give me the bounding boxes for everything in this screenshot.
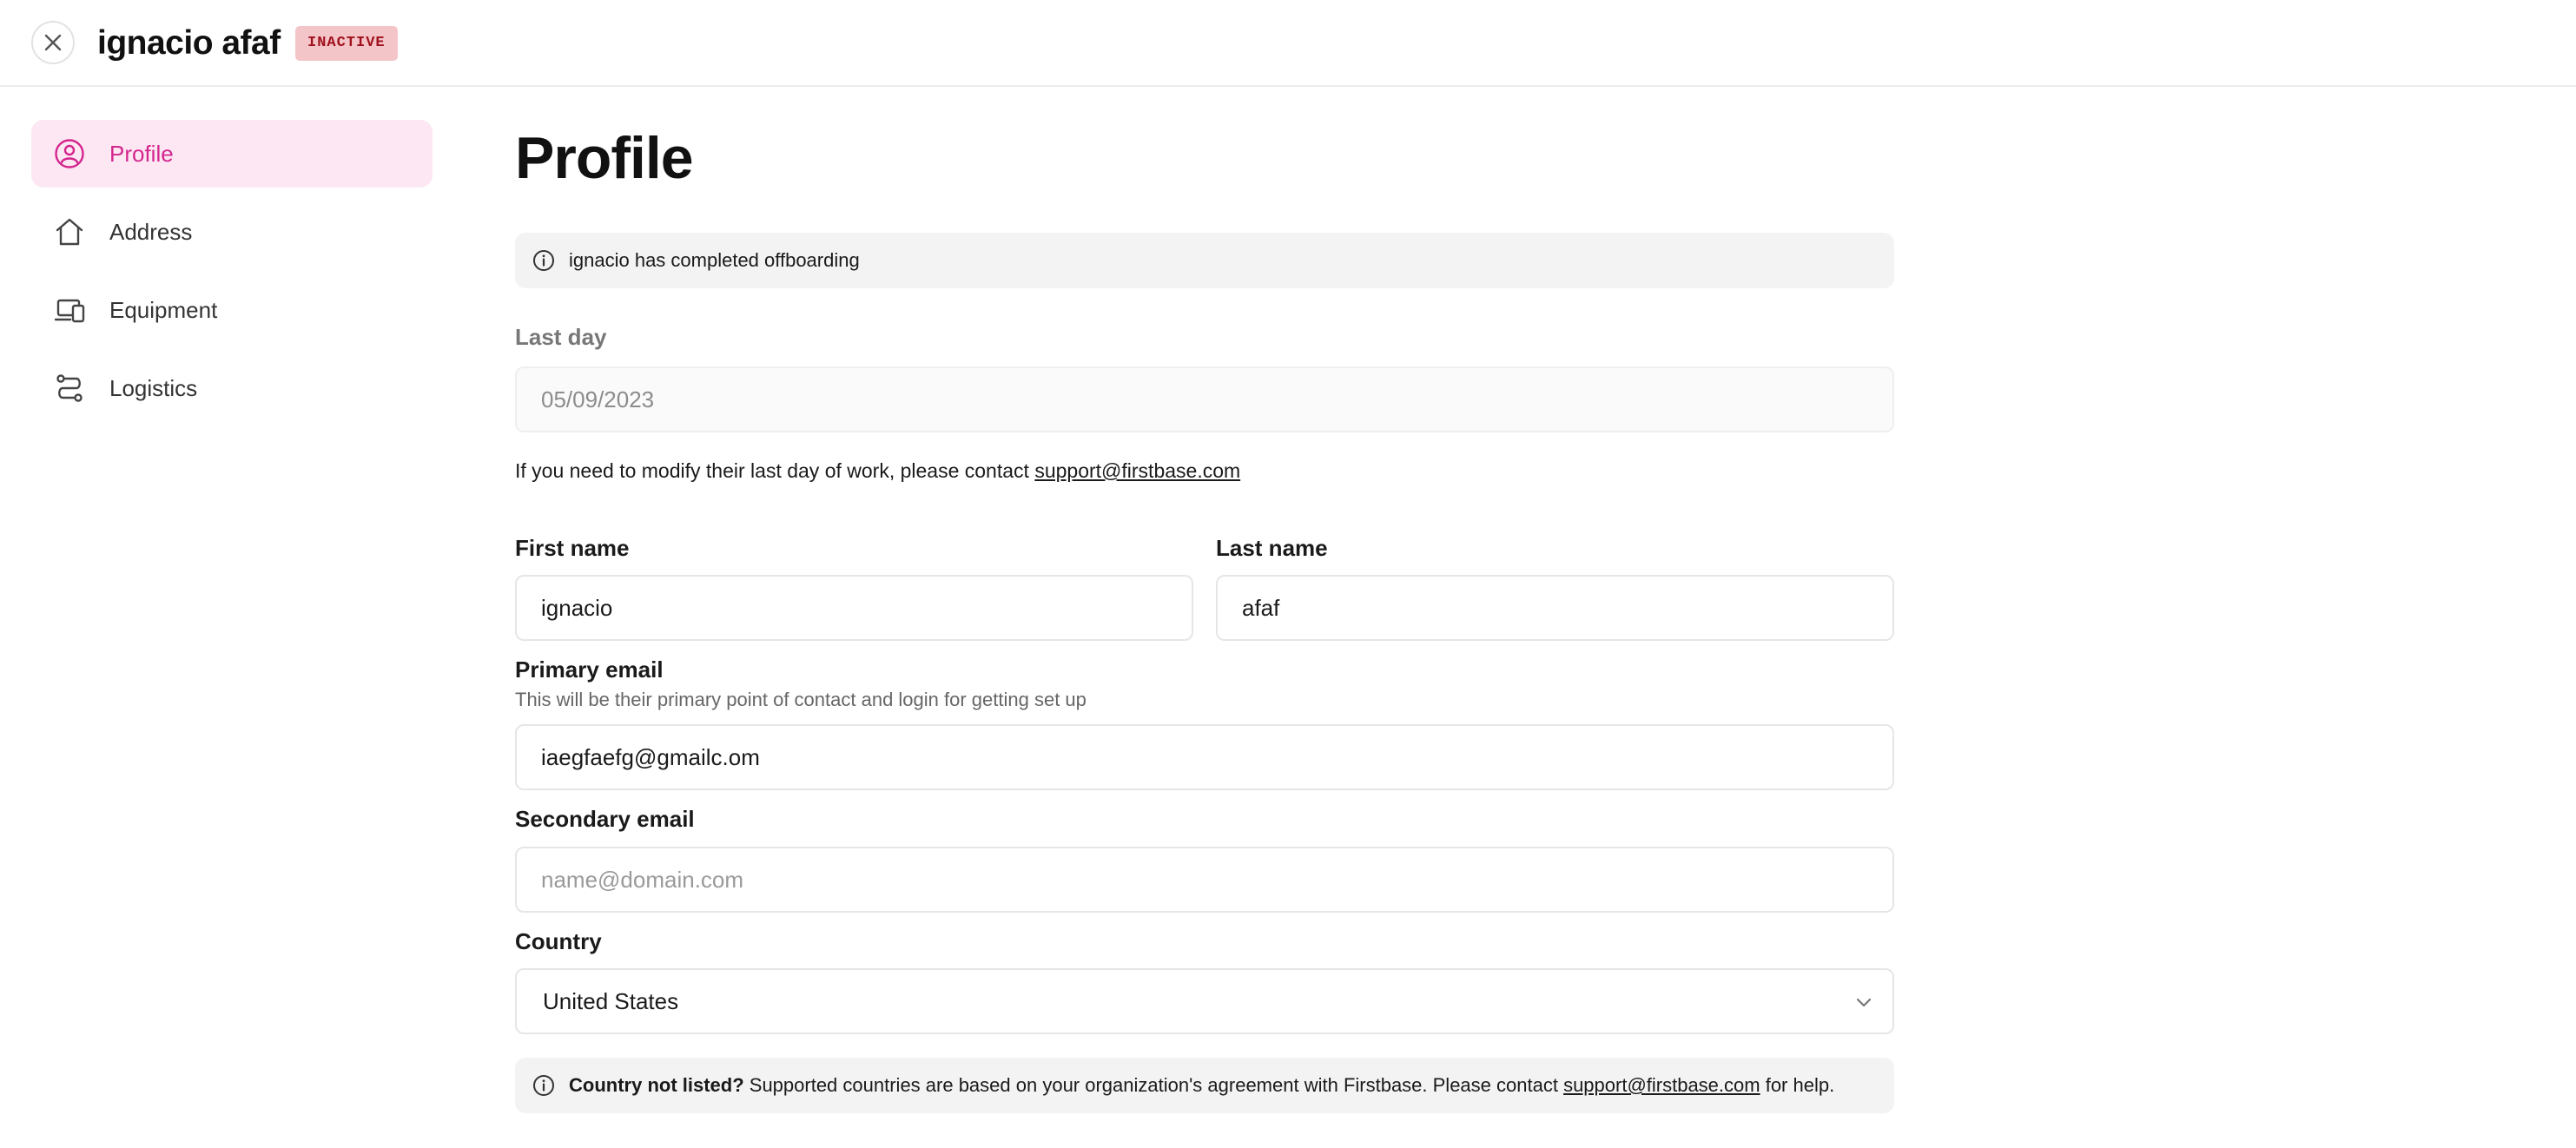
- page-title: Profile: [515, 125, 693, 191]
- country-select-value: United States: [543, 987, 679, 1014]
- country-notice-text: [569, 1074, 1834, 1097]
- sidebar-item-label: Address: [109, 218, 193, 245]
- country-label: Country: [515, 928, 602, 954]
- sidebar-item-label: Logistics: [109, 374, 198, 401]
- employee-name: ignacio afaf: [97, 24, 281, 62]
- last-day-label: Last day: [515, 324, 607, 350]
- sidebar-item-profile[interactable]: [31, 120, 433, 188]
- secondary-email-input[interactable]: [515, 847, 1894, 913]
- offboarding-notice: [515, 233, 1894, 288]
- secondary-email-label: Secondary email: [515, 806, 695, 832]
- last-name-input[interactable]: [1216, 575, 1894, 641]
- chevron-down-icon: [1854, 993, 1873, 1012]
- route-icon: [52, 371, 87, 406]
- primary-email-label: Primary email: [515, 656, 664, 683]
- close-button[interactable]: [31, 21, 75, 64]
- sidebar-item-logistics[interactable]: [31, 354, 433, 422]
- modify-last-day-notice: [515, 458, 1240, 484]
- first-name-input[interactable]: [515, 575, 1193, 641]
- last-name-label: Last name: [1216, 535, 1328, 561]
- sidebar-item-label: Equipment: [109, 296, 218, 323]
- close-icon: [43, 33, 63, 52]
- country-notice-body: Supported countries are based on your organization's agreement with Firstbase. Please contact: [743, 1074, 1564, 1096]
- devices-icon: [52, 293, 87, 327]
- status-badge: INACTIVE: [295, 26, 398, 61]
- info-icon: [532, 249, 555, 272]
- last-day-input: [515, 366, 1894, 432]
- sidebar-item-address[interactable]: [31, 198, 433, 266]
- country-notice-bold: Country not listed?: [569, 1074, 744, 1096]
- support-email-link[interactable]: support@firstbase.com: [1563, 1074, 1760, 1096]
- country-not-listed-notice: [515, 1058, 1894, 1113]
- first-name-label: First name: [515, 535, 630, 561]
- sidebar-item-label: Profile: [109, 140, 174, 167]
- primary-email-helper: This will be their primary point of contact and login for getting set up: [515, 689, 1087, 710]
- sidebar-nav: [31, 120, 433, 432]
- offboarding-notice-text: ignacio has completed offboarding: [569, 249, 860, 271]
- info-icon: [532, 1074, 555, 1097]
- page-header: [0, 0, 2576, 87]
- primary-email-input[interactable]: [515, 724, 1894, 790]
- home-icon: [52, 214, 87, 249]
- user-circle-icon: [52, 136, 87, 171]
- sidebar-item-equipment[interactable]: [31, 276, 433, 344]
- modify-notice-text: If you need to modify their last day of work, please contact: [515, 459, 1035, 482]
- country-select[interactable]: [515, 968, 1894, 1034]
- country-notice-suffix: for help.: [1760, 1074, 1835, 1096]
- support-email-link[interactable]: support@firstbase.com: [1034, 459, 1241, 482]
